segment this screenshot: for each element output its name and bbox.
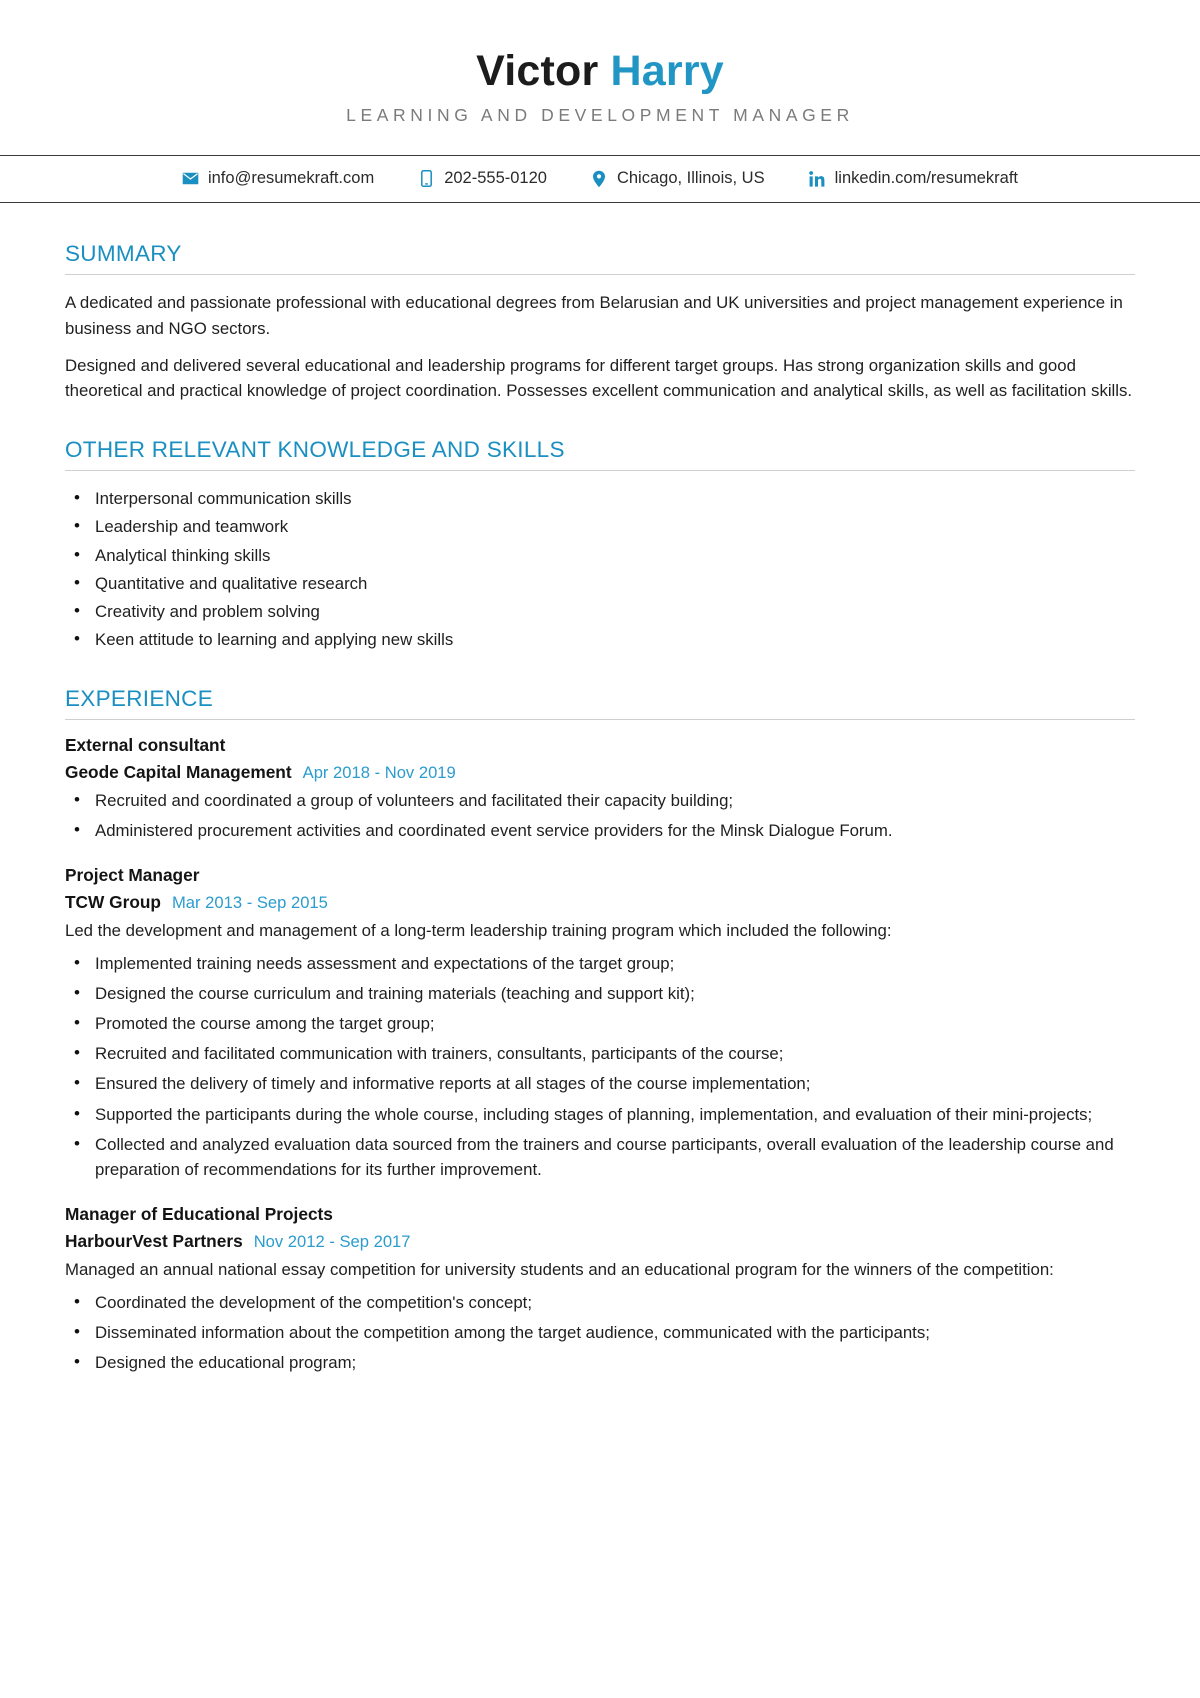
- linkedin-icon: [809, 170, 826, 187]
- contact-location[interactable]: [591, 169, 765, 188]
- section-divider: [65, 470, 1135, 471]
- job-role: Project Manager: [65, 865, 200, 886]
- job-company-line: [65, 891, 1135, 915]
- job-description: Led the development and management of a long-term leadership training program which included the following:: [65, 920, 892, 940]
- job-dates: Apr 2018 - Nov 2019: [302, 762, 456, 782]
- experience-entry: [65, 735, 1135, 843]
- job-role: External consultant: [65, 735, 226, 756]
- list-item: • Recruited and facilitated communication with trainers, consultants, participants of the course;: [65, 1041, 1135, 1066]
- job-company: Geode Capital Management: [65, 761, 292, 782]
- contact-linkedin[interactable]: [809, 169, 1018, 188]
- last-name: Harry: [610, 47, 724, 95]
- list-item: • Administered procurement activities and coordinated event service providers for the Minsk Dialogue Forum.: [65, 818, 1135, 843]
- list-item: • Implemented training needs assessment and expectations of the target group;: [65, 951, 1135, 976]
- list-item: • Analytical thinking skills: [65, 543, 1135, 568]
- list-item: • Ensured the delivery of timely and informative reports at all stages of the course implementation;: [65, 1071, 1135, 1096]
- section-title-experience: EXPERIENCE: [65, 686, 214, 712]
- contact-phone[interactable]: [418, 169, 547, 188]
- skills-list: [65, 486, 1135, 652]
- section-title-summary: SUMMARY: [65, 241, 182, 267]
- contact-email-text: info@resumekraft.com: [207, 169, 375, 188]
- list-item: • Disseminated information about the competition among the target audience, communicated with the participants;: [65, 1320, 1135, 1345]
- job-company: TCW Group: [65, 891, 161, 912]
- contact-location-text: Chicago, Illinois, US: [616, 169, 765, 188]
- contact-linkedin-text: linkedin.com/resumekraft: [834, 169, 1019, 188]
- job-bullets: [65, 788, 1135, 843]
- job-company-line: [65, 761, 1135, 785]
- contact-bar: [0, 156, 1200, 202]
- first-name: Victor: [476, 47, 599, 95]
- experience-entry: [65, 1204, 1135, 1375]
- list-item: • Interpersonal communication skills: [65, 486, 1135, 511]
- job-company: HarbourVest Partners: [65, 1230, 243, 1251]
- section-divider: [65, 274, 1135, 275]
- contact-phone-text: 202-555-0120: [444, 169, 547, 188]
- list-item: • Quantitative and qualitative research: [65, 571, 1135, 596]
- job-bullets: [65, 1290, 1135, 1376]
- header-divider-bottom: [0, 202, 1200, 203]
- job-description: Managed an annual national essay competition for university students and an educational program for the winners of the competition:: [65, 1259, 1054, 1279]
- section-skills: [65, 437, 1135, 652]
- job-role: Manager of Educational Projects: [65, 1204, 333, 1225]
- list-item: • Recruited and coordinated a group of volunteers and facilitated their capacity building;: [65, 788, 1135, 813]
- section-title-skills: OTHER RELEVANT KNOWLEDGE AND SKILLS: [65, 437, 565, 463]
- location-icon: [591, 170, 608, 187]
- section-divider: [65, 719, 1135, 720]
- candidate-name: [0, 48, 1200, 94]
- summary-paragraph: A dedicated and passionate professional with educational degrees from Belarusian and UK universities and project management experience in business and NGO sectors.: [65, 293, 1123, 338]
- job-company-line: [65, 1230, 1135, 1254]
- list-item: • Coordinated the development of the competition's concept;: [65, 1290, 1135, 1315]
- list-item: • Leadership and teamwork: [65, 514, 1135, 539]
- list-item: • Creativity and problem solving: [65, 599, 1135, 624]
- list-item: • Promoted the course among the target group;: [65, 1011, 1135, 1036]
- phone-icon: [418, 170, 435, 187]
- experience-entry: [65, 865, 1135, 1182]
- list-item: • Collected and analyzed evaluation data sourced from the trainers and course participants, overall evaluation of the leadership course and preparation of recommendations for its further improvement.: [65, 1132, 1135, 1182]
- job-dates: Mar 2013 - Sep 2015: [171, 892, 328, 912]
- job-dates: Nov 2012 - Sep 2017: [253, 1231, 411, 1251]
- resume-content: [0, 241, 1200, 1375]
- candidate-job-title: LEARNING AND DEVELOPMENT MANAGER: [346, 105, 854, 126]
- summary-paragraph: Designed and delivered several educational and leadership programs for different target groups. Has strong organization skills and good theoretical and practical knowledge of project coordination. Possesses excellent communication and analytical skills, as well as facilitation skills.: [65, 355, 1133, 400]
- list-item: • Supported the participants during the whole course, including stages of planning, implementation, and evaluation of their mini-projects;: [65, 1102, 1135, 1127]
- contact-email[interactable]: [182, 169, 374, 188]
- list-item: • Designed the educational program;: [65, 1350, 1135, 1375]
- email-icon: [182, 170, 199, 187]
- list-item: • Keen attitude to learning and applying new skills: [65, 627, 1135, 652]
- resume-header: [0, 0, 1200, 126]
- section-experience: [65, 686, 1135, 1375]
- list-item: • Designed the course curriculum and training materials (teaching and support kit);: [65, 981, 1135, 1006]
- section-summary: [65, 241, 1135, 403]
- job-bullets: [65, 951, 1135, 1183]
